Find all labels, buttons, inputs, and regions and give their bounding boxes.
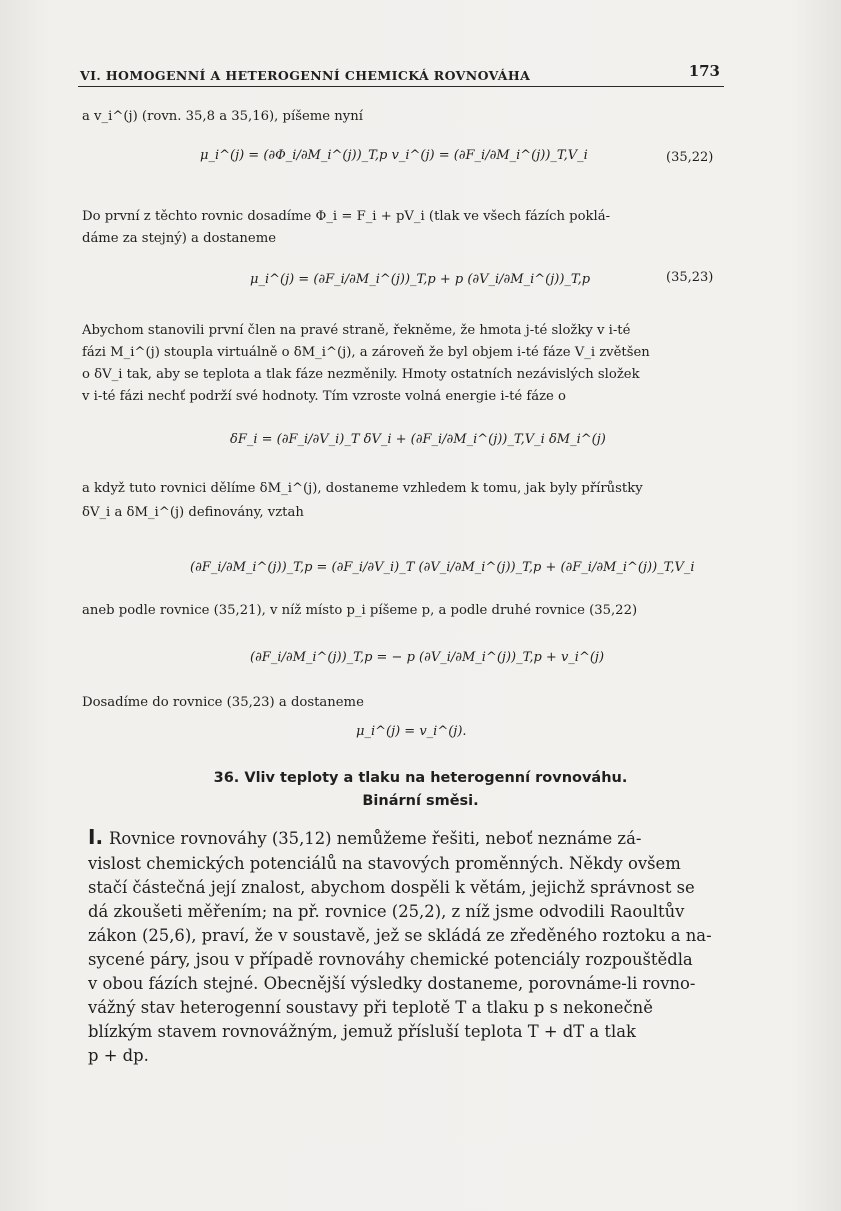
text-line-2: Do první z těchto rovnic dosadíme Φ_i = F_i + pV_i (tlak ve všech fázích poklá-: [82, 209, 611, 224]
equation-free-energy-derivative: (∂F_i/∂M_i^(j))_T,p = − p (∂V_i/∂M_i^(j))_T,p + v_i^(j): [250, 650, 605, 665]
paragraph-line-5: zákon (25,6), praví, že v soustavě, jež se skládá ze zředěného roztoku a na-: [88, 926, 712, 945]
paragraph-number: I.: [88, 825, 104, 849]
equation-variation-free-energy: δF_i = (∂F_i/∂V_i)_T δV_i + (∂F_i/∂M_i^(j))_T,V_i δM_i^(j): [230, 432, 606, 447]
text-line-8: a když tuto rovnici dělíme δM_i^(j), dostaneme vzhledem k tomu, jak byly přírůstky: [82, 481, 643, 496]
equation-35-23: μ_i^(j) = (∂F_i/∂M_i^(j))_T,p + p (∂V_i/∂M_i^(j))_T,p: [250, 272, 591, 287]
equation-number-35-23: (35,23): [666, 270, 714, 285]
running-title: VI. HOMOGENNÍ A HETEROGENNÍ CHEMICKÁ ROVNOVÁHA: [80, 68, 531, 83]
paragraph-line-4: dá zkoušeti měřením; na př. rovnice (25,2), z níž jsme odvodili Raoultův: [88, 902, 685, 921]
text-line-3: dáme za stejný) a dostaneme: [82, 231, 277, 246]
text-line-11: Dosadíme do rovnice (35,23) a dostaneme: [82, 695, 364, 710]
page-header: [78, 62, 724, 87]
paragraph-line-9: blízkým stavem rovnovážným, jemuž přísluší teplota T + dT a tlak: [88, 1022, 636, 1041]
paragraph-line-10: p + dp.: [88, 1046, 149, 1065]
equation-35-22: μ_i^(j) = (∂Φ_i/∂M_i^(j))_T,p v_i^(j) = (∂F_i/∂M_i^(j))_T,V_i: [200, 148, 588, 163]
equation-relation: (∂F_i/∂M_i^(j))_T,p = (∂F_i/∂V_i)_T (∂V_i/∂M_i^(j))_T,p + (∂F_i/∂M_i^(j))_T,V_i: [190, 560, 695, 575]
equation-potential-equality: μ_i^(j) = v_i^(j).: [356, 724, 467, 739]
text-line-4: Abychom stanovili první člen na pravé straně, řekněme, že hmota j-té složky v i-té: [82, 323, 631, 338]
text-line-9: δV_i a δM_i^(j) definovány, vztah: [82, 505, 304, 520]
equation-number-35-22: (35,22): [666, 150, 714, 165]
section-heading-line-1: 36. Vliv teploty a tlaku na heterogenní rovnováhu.: [213, 770, 628, 786]
section-heading-line-2: Binární směsi.: [362, 793, 479, 809]
text-line-1: a v_i^(j) (rovn. 35,8 a 35,16), píšeme nyní: [82, 109, 363, 124]
paragraph-line-1: [88, 826, 738, 851]
paragraph-line-8: vážný stav heterogenní soustavy při teplotě T a tlaku p s nekonečně: [88, 998, 653, 1017]
text-line-5: fázi M_i^(j) stoupla virtuálně o δM_i^(j), a zároveň že byl objem i-té fáze V_i zvětšen: [82, 345, 650, 360]
paragraph-line-6: sycené páry, jsou v případě rovnováhy chemické potenciály rozpouštědla: [88, 950, 693, 969]
text-line-7: v i-té fázi nechť podrží své hodnoty. Tím vzroste volná energie i-té fáze o: [82, 389, 566, 404]
paragraph-line-2: vislost chemických potenciálů na stavových proměnných. Někdy ovšem: [88, 854, 681, 873]
text-line-6: o δV_i tak, aby se teplota a tlak fáze nezměnily. Hmoty ostatních nezávislých složek: [82, 367, 640, 382]
paragraph-line-3: stačí částečná její znalost, abychom dospěli k větám, jejichž správnost se: [88, 878, 695, 897]
paragraph-line-7: v obou fázích stejné. Obecnější výsledky dostaneme, porovnáme-li rovno-: [88, 974, 696, 993]
text-line-10: aneb podle rovnice (35,21), v níž místo p_i píšeme p, a podle druhé rovnice (35,22): [82, 603, 638, 618]
page-number: 173: [688, 62, 720, 80]
paragraph-line-1-text: Rovnice rovnováhy (35,12) nemůžeme řešiti, neboť neznáme zá-: [109, 829, 642, 848]
